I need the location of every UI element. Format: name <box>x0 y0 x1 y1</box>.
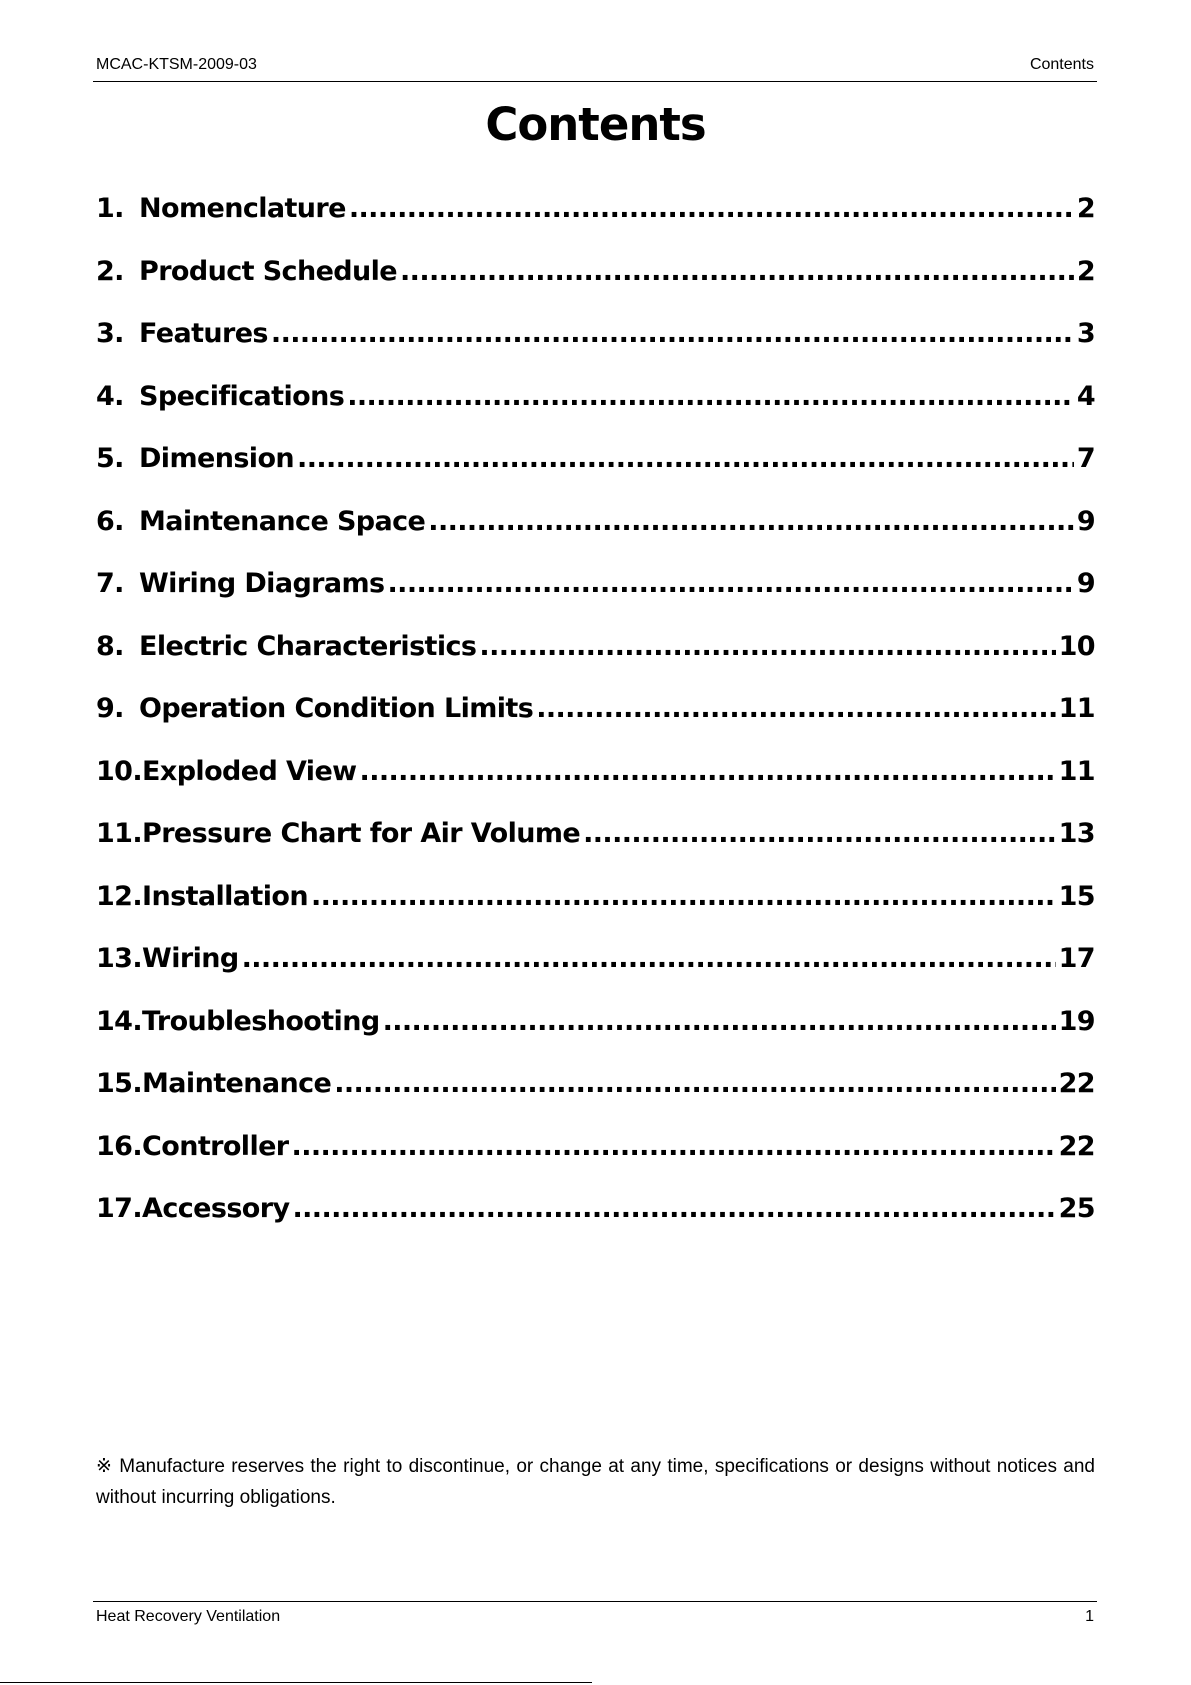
toc-dot-leader <box>334 1068 1055 1099</box>
toc-entry-number: 14. <box>96 1005 143 1037</box>
toc-entry-number: 8. <box>96 630 124 662</box>
toc-entry-page: 2 <box>1076 193 1095 224</box>
toc-entry-page: 17 <box>1058 943 1095 974</box>
toc-entry-label: Operation Condition Limits <box>139 693 534 724</box>
footer-product: Heat Recovery Ventilation <box>96 1608 281 1625</box>
toc-entry[interactable] <box>96 1131 1095 1194</box>
header-section: Contents <box>1029 56 1094 73</box>
toc-entry-number: 2. <box>96 255 124 287</box>
toc-entry-label: Installation <box>142 880 308 912</box>
toc-entry-number: 5. <box>96 443 124 474</box>
toc-entry-page: 22 <box>1058 1130 1095 1162</box>
toc-entry-label: Troubleshooting <box>142 1005 380 1037</box>
toc-entry-page: 13 <box>1058 818 1095 849</box>
toc-entry-number: 15. <box>96 1068 143 1099</box>
toc-entry-label: Dimension <box>139 443 295 474</box>
toc-entry-label: Electric Characteristics <box>139 630 477 662</box>
toc-entry[interactable] <box>96 381 1095 444</box>
toc-entry[interactable] <box>96 568 1095 631</box>
toc-dot-leader <box>583 818 1056 849</box>
toc-entry-number: 7. <box>96 568 124 599</box>
toc-entry-label: Controller <box>142 1130 289 1162</box>
toc-dot-leader <box>292 1193 1055 1224</box>
toc-entry-page: 7 <box>1076 443 1095 474</box>
toc-dot-leader <box>536 693 1055 724</box>
toc-entry[interactable] <box>96 1193 1095 1256</box>
toc-entry-number: 17. <box>96 1193 143 1224</box>
toc-entry[interactable] <box>96 256 1095 319</box>
toc-entry-label: Accessory <box>142 1193 290 1224</box>
toc-entry-page: 4 <box>1076 380 1095 412</box>
toc-entry-label: Maintenance Space <box>139 505 426 537</box>
toc-entry-number: 16. <box>96 1130 143 1162</box>
toc-entry[interactable] <box>96 693 1095 756</box>
toc-dot-leader <box>388 568 1074 599</box>
toc-dot-leader <box>428 506 1074 537</box>
toc-entry-label: Exploded View <box>142 755 357 787</box>
toc-entry-number: 12. <box>96 880 143 912</box>
toc-entry-number: 3. <box>96 318 124 349</box>
toc-entry-label: Features <box>139 318 268 349</box>
toc-entry[interactable] <box>96 318 1095 381</box>
toc-entry[interactable] <box>96 943 1095 1006</box>
toc-entry-number: 11. <box>96 818 143 849</box>
toc-entry[interactable] <box>96 443 1095 506</box>
toc-entry-page: 10 <box>1058 630 1095 662</box>
toc-entry-page: 11 <box>1058 755 1095 787</box>
toc-entry-number: 6. <box>96 505 124 537</box>
toc-entry-page: 9 <box>1076 505 1095 537</box>
toc-entry-number: 9. <box>96 693 124 724</box>
toc-entry-number: 1. <box>96 193 124 224</box>
table-of-contents <box>96 193 1095 1256</box>
toc-entry-page: 15 <box>1058 880 1095 912</box>
toc-entry[interactable] <box>96 1006 1095 1069</box>
toc-entry-number: 10. <box>96 755 143 787</box>
toc-entry-label: Product Schedule <box>139 255 398 287</box>
toc-dot-leader <box>242 943 1056 974</box>
doc-code: MCAC-KTSM-2009-03 <box>96 56 257 73</box>
toc-entry[interactable] <box>96 631 1095 694</box>
toc-entry-page: 9 <box>1076 568 1095 599</box>
toc-dot-leader <box>349 193 1074 224</box>
toc-entry-number: 13. <box>96 943 143 974</box>
page-title: Contents <box>485 98 706 151</box>
disclaimer-note: ※ Manufacture reserves the right to discontinue, or change at any time, specifications or designs without notices and without incurring obligations. <box>96 1456 1095 1508</box>
toc-dot-leader <box>383 1006 1056 1037</box>
toc-entry-label: Specifications <box>139 380 345 412</box>
toc-entry[interactable] <box>96 1068 1095 1131</box>
toc-dot-leader <box>271 318 1074 349</box>
toc-entry-page: 11 <box>1058 693 1095 724</box>
toc-entry-label: Maintenance <box>142 1068 332 1099</box>
toc-entry[interactable] <box>96 881 1095 944</box>
toc-entry-page: 19 <box>1058 1005 1095 1037</box>
bottom-rule <box>0 1682 592 1683</box>
toc-entry[interactable] <box>96 756 1095 819</box>
page-header <box>93 56 1097 82</box>
toc-entry-label: Wiring <box>142 943 239 974</box>
toc-entry-label: Wiring Diagrams <box>139 568 385 599</box>
toc-dot-leader <box>400 256 1074 287</box>
toc-dot-leader <box>311 881 1056 912</box>
toc-entry-label: Nomenclature <box>139 193 346 224</box>
toc-dot-leader <box>297 443 1074 474</box>
toc-entry-page: 25 <box>1058 1193 1095 1224</box>
page-footer <box>93 1601 1097 1626</box>
toc-dot-leader <box>360 756 1056 787</box>
toc-entry-page: 2 <box>1076 255 1095 287</box>
toc-dot-leader <box>479 631 1055 662</box>
toc-entry-number: 4. <box>96 380 124 412</box>
toc-dot-leader <box>292 1131 1056 1162</box>
toc-entry-label: Pressure Chart for Air Volume <box>142 818 581 849</box>
toc-entry[interactable] <box>96 818 1095 881</box>
toc-dot-leader <box>347 381 1074 412</box>
footer-page-number: 1 <box>1085 1608 1094 1625</box>
toc-entry-page: 3 <box>1076 318 1095 349</box>
toc-entry[interactable] <box>96 506 1095 569</box>
toc-entry-page: 22 <box>1058 1068 1095 1099</box>
toc-entry[interactable] <box>96 193 1095 256</box>
